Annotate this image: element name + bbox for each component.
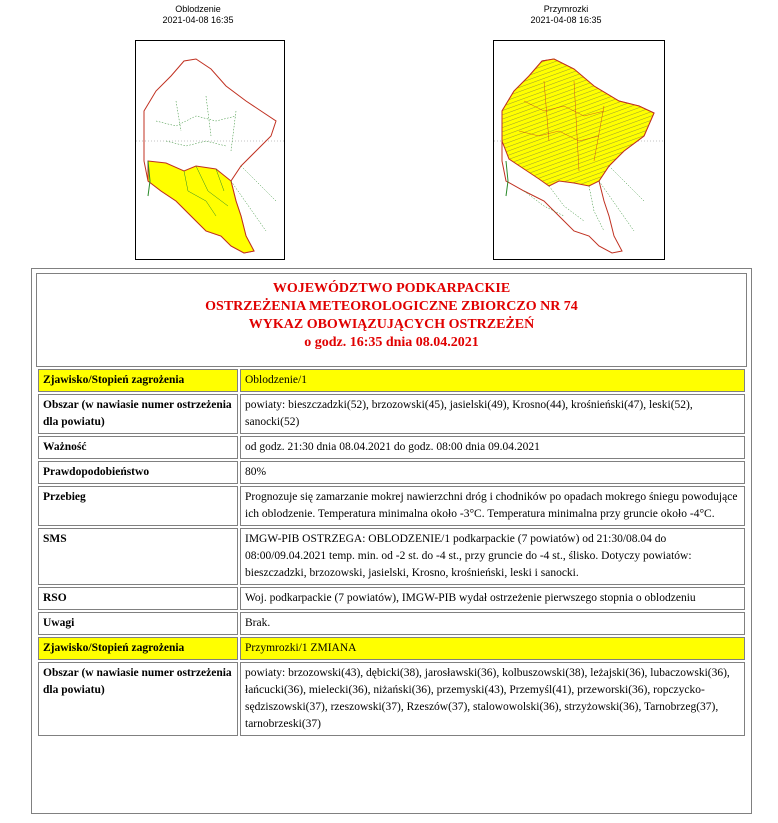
table-row <box>38 461 745 484</box>
table-row <box>38 369 745 392</box>
row-value: Woj. podkarpackie (7 powiatów), IMGW-PIB wydał ostrzeżenie pierwszego stopnia o oblodzeniu <box>240 587 745 610</box>
table-row <box>38 394 745 434</box>
warnings-table <box>36 367 747 738</box>
row-value: IMGW-PIB OSTRZEGA: OBLODZENIE/1 podkarpackie (7 powiatów) od 21:30/08.04 do 08:00/09.04.2021 temp. min. od -2 st. do -4 st., przy gruncie do -4 st., ślisko. Dotyczy powiatów: bieszczadzki, brzozowski, jasielski, Krosno, krośnieński, leski i sanocki. <box>240 528 745 585</box>
map-timestamp: 2021-04-08 16:35 <box>162 15 234 25</box>
row-value: Przymrozki/1 ZMIANA <box>240 637 745 660</box>
row-value: Brak. <box>240 612 745 635</box>
row-label: Zjawisko/Stopień zagrożenia <box>38 637 238 660</box>
row-label: Prawdopodobieństwo <box>38 461 238 484</box>
map-oblodzenie-graphic <box>136 41 284 259</box>
row-label: Zjawisko/Stopień zagrożenia <box>38 369 238 392</box>
row-value: od godz. 21:30 dnia 08.04.2021 do godz. 08:00 dnia 09.04.2021 <box>240 436 745 459</box>
table-row <box>38 612 745 635</box>
row-value: powiaty: bieszczadzki(52), brzozowski(45), jasielski(49), Krosno(44), krośnieński(47), leski(52), sanocki(52) <box>240 394 745 434</box>
map-title: Przymrozki <box>543 4 589 14</box>
row-label: Obszar (w nawiasie numer ostrzeżenia dla powiatu) <box>38 394 238 434</box>
row-label: Przebieg <box>38 486 238 526</box>
warnings-header <box>36 273 747 367</box>
map-caption-oblodzenie <box>103 4 293 26</box>
row-value: 80% <box>240 461 745 484</box>
row-label: SMS <box>38 528 238 585</box>
header-issue-time: o godz. 16:35 dnia 08.04.2021 <box>304 335 479 350</box>
map-przymrozki-graphic <box>494 41 664 259</box>
header-list-title: WYKAZ OBOWIĄZUJĄCYCH OSTRZEŻEŃ <box>248 317 535 332</box>
map-caption-przymrozki <box>471 4 661 26</box>
row-label: Ważność <box>38 436 238 459</box>
table-row <box>38 486 745 526</box>
row-label: Uwagi <box>38 612 238 635</box>
table-row <box>38 436 745 459</box>
map-przymrozki <box>493 40 665 260</box>
warnings-panel <box>31 268 752 814</box>
header-region: WOJEWÓDZTWO PODKARPACKIE <box>272 281 511 296</box>
map-title: Oblodzenie <box>175 4 221 14</box>
table-row <box>38 637 745 660</box>
table-row <box>38 528 745 585</box>
table-row <box>38 662 745 736</box>
row-value: Oblodzenie/1 <box>240 369 745 392</box>
table-row <box>38 587 745 610</box>
header-bulletin-title: OSTRZEŻENIA METEOROLOGICZNE ZBIORCZO NR 74 <box>205 299 578 314</box>
map-oblodzenie <box>135 40 285 260</box>
map-timestamp: 2021-04-08 16:35 <box>530 15 602 25</box>
row-value: Prognozuje się zamarzanie mokrej nawierzchni dróg i chodników po opadach mokrego śniegu powodujące ich oblodzenie. Temperatura minimalna około -3°C. Temperatura minimalna przy gruncie około -4°C. <box>240 486 745 526</box>
row-label: Obszar (w nawiasie numer ostrzeżenia dla powiatu) <box>38 662 238 736</box>
row-label: RSO <box>38 587 238 610</box>
row-value: powiaty: brzozowski(43), dębicki(38), jarosławski(36), kolbuszowski(38), leżajski(36), lubaczowski(36), łańcucki(36), mielecki(36), niżański(36), przemyski(43), Przemyśl(41), przeworski(36), ropczycko-sędziszowski(37), rzeszowski(37), Rzeszów(37), stalowowolski(36), strzyżowski(36), Tarnobrzeg(37), tarnobrzeski(37) <box>240 662 745 736</box>
